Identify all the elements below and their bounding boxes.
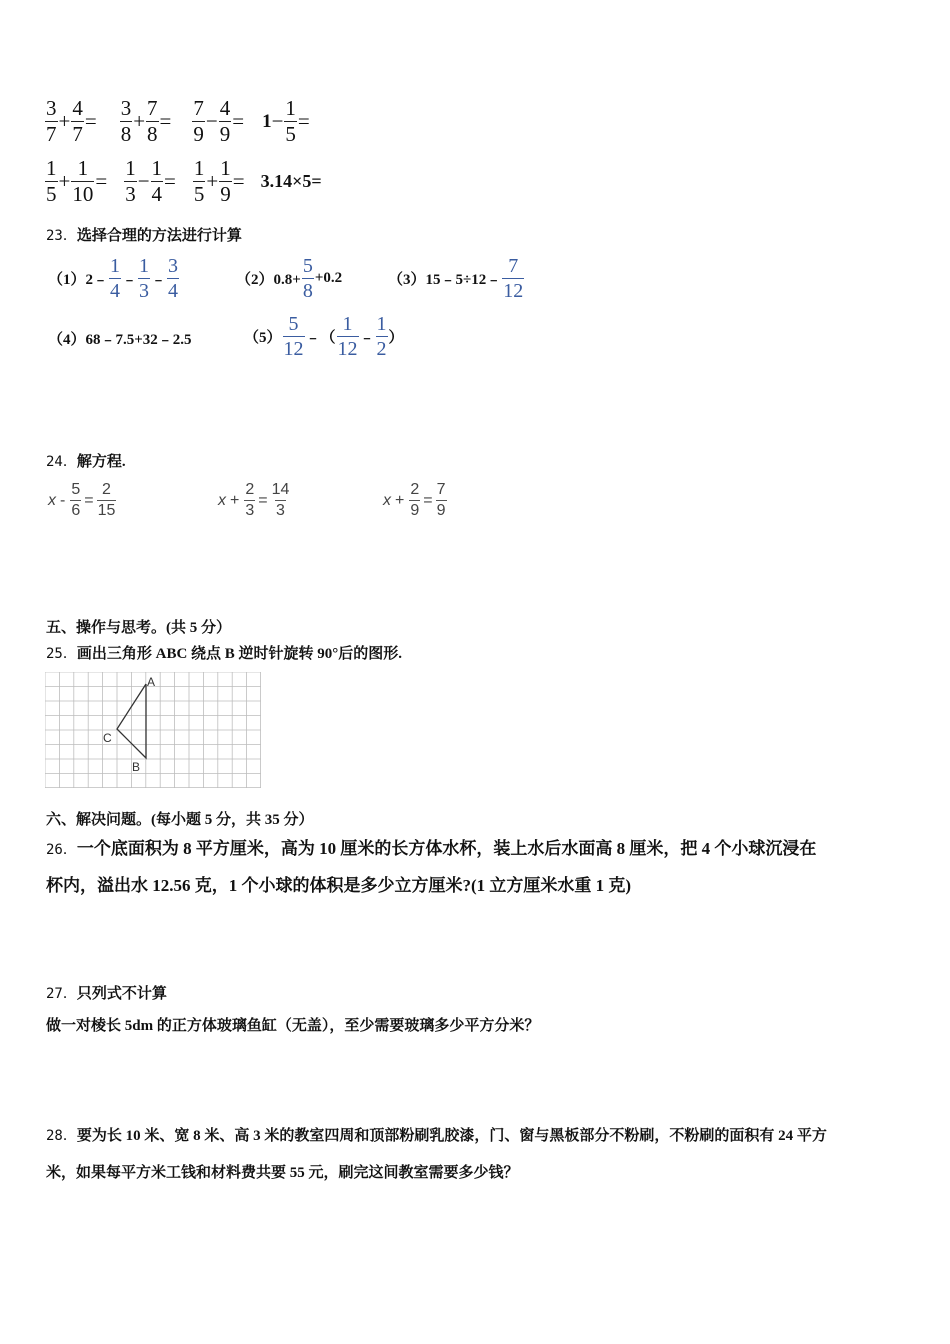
operator: ﹣	[151, 272, 167, 288]
operator: +	[230, 491, 240, 509]
question-text: 一个底面积为 8 平方厘米，高为 10 厘米的长方体水杯，装上水后水面高 8 厘米，把 4 个小球沉浸在	[76, 839, 817, 858]
denominator: 2	[376, 338, 387, 360]
numerator: 2	[245, 481, 255, 498]
q26-line-2: 杯内，溢出水 12.56 克，1 个小球的体积是多少立方厘米?(1 立方厘米水重 1 克)	[46, 876, 632, 895]
equals: =	[84, 491, 94, 509]
variable-x: x	[218, 491, 226, 509]
numerator: 1	[125, 156, 136, 180]
section-5-title: 五、操作与思考。(共 5 分）	[46, 620, 231, 636]
denominator: 6	[71, 502, 81, 519]
denominator: 7	[46, 122, 57, 146]
numerator: 1	[151, 156, 163, 180]
expr-7	[192, 158, 245, 205]
q27-body: 做一对棱长 5dm 的正方体玻璃鱼缸（无盖），至少需要玻璃多少平方分米？	[46, 1018, 540, 1034]
numerator: 2	[410, 481, 420, 498]
point-label-c: C	[103, 731, 112, 745]
numerator: 1	[110, 255, 121, 277]
numerator: 1	[193, 156, 205, 180]
expr-3	[191, 98, 244, 145]
equals: =	[95, 169, 108, 193]
question-number: 28．	[46, 1128, 77, 1144]
numerator: 5	[302, 255, 313, 277]
denominator: 9	[410, 502, 420, 519]
numerator: 4	[72, 96, 83, 120]
denominator: 8	[147, 122, 158, 146]
denominator: 3	[245, 502, 255, 519]
rotation-grid	[45, 672, 261, 788]
denominator: 7	[72, 122, 83, 146]
expr-5	[44, 158, 107, 205]
denominator: 4	[151, 182, 163, 206]
operator: +	[395, 491, 405, 509]
numerator: 5	[71, 481, 81, 498]
numerator: 3	[168, 255, 179, 277]
equals: =	[232, 169, 245, 193]
q24-equation-1	[48, 482, 117, 519]
problem-label: （5）	[244, 330, 282, 346]
operator: ﹣（	[305, 330, 336, 346]
numerator: 1	[139, 255, 150, 277]
equals: =	[232, 109, 245, 133]
question-number: 24．	[46, 454, 77, 470]
denominator: 4	[168, 280, 179, 302]
numerator: 14	[271, 481, 290, 498]
denominator: 9	[193, 122, 204, 146]
q26-line-1	[46, 834, 816, 859]
q23-problem-5	[244, 314, 404, 359]
equals: =	[159, 109, 172, 133]
q23-problem-2	[236, 256, 342, 301]
lead-number: 1	[262, 110, 272, 132]
q23-problem-4	[48, 328, 192, 349]
equals: =	[258, 491, 268, 509]
expr-8: 3.14×5=	[260, 171, 322, 191]
q27-heading	[46, 982, 167, 1003]
numerator: 1	[220, 156, 231, 180]
section-6-title: 六、解决问题。(每小题 5 分，共 35 分）	[46, 812, 314, 828]
equals: =	[423, 491, 433, 509]
denominator: 12	[337, 338, 358, 360]
denominator: 9	[220, 182, 231, 206]
numerator: 1	[77, 156, 89, 180]
expr-1	[44, 98, 97, 145]
denominator: 8	[302, 280, 313, 302]
q23-problem-1	[48, 256, 180, 301]
question-number: 23．	[46, 228, 77, 244]
denominator: 8	[120, 122, 132, 146]
q25-heading	[46, 642, 402, 663]
numerator: 7	[508, 255, 519, 277]
operator: −	[205, 109, 218, 133]
denominator: 9	[219, 122, 231, 146]
q24-equation-3	[383, 482, 448, 519]
q28-line-2: 米，如果每平方米工钱和材料费共要 55 元，刷完这间教室需要多少钱？	[46, 1165, 519, 1181]
denominator: 12	[283, 338, 304, 360]
denominator: 15	[97, 502, 116, 519]
numerator: 1	[342, 313, 353, 335]
denominator: 4	[110, 280, 121, 302]
denominator: 10	[72, 182, 94, 206]
problem-label: （1）2﹣	[48, 272, 109, 288]
problem-label: （2）0.8+	[236, 272, 301, 288]
denominator: 5	[193, 182, 205, 206]
expr-4	[262, 98, 310, 145]
question-title: 只列式不计算	[76, 986, 167, 1002]
question-title: 解方程.	[76, 454, 126, 470]
fraction-row-1	[44, 98, 310, 145]
problem-tail: +0.2	[314, 270, 343, 286]
question-number: 26．	[46, 842, 77, 858]
numerator: 1	[376, 313, 387, 335]
question-number: 27．	[46, 986, 77, 1002]
equals: =	[164, 169, 176, 193]
numerator: 1	[285, 96, 296, 120]
q24-equation-2	[218, 482, 291, 519]
numerator: 1	[46, 156, 57, 180]
numerator: 3	[46, 96, 57, 120]
q23-problem-3	[388, 256, 525, 301]
grid-lines	[45, 672, 261, 788]
operator: ﹣	[122, 272, 138, 288]
denominator: 3	[125, 182, 136, 206]
operator: −	[271, 109, 284, 133]
denominator: 5	[285, 122, 296, 146]
equals: =	[84, 109, 97, 133]
problem-label: （3）15﹣5÷12﹣	[388, 272, 502, 288]
variable-x: x	[383, 491, 391, 509]
variable-x: x	[48, 491, 56, 509]
denominator: 5	[46, 182, 57, 206]
numerator: 7	[193, 96, 204, 120]
operator: ﹣	[359, 330, 375, 346]
operator: −	[137, 169, 150, 193]
question-title: 选择合理的方法进行计算	[76, 228, 242, 244]
operator: +	[58, 169, 71, 193]
operator: +	[133, 109, 146, 133]
problem-label: （4）68﹣7.5+32﹣2.5	[48, 332, 192, 348]
expr-2	[119, 98, 172, 145]
numerator: 2	[102, 481, 111, 498]
numerator: 5	[288, 313, 299, 335]
expr-6	[123, 158, 176, 205]
point-label-b: B	[132, 760, 141, 774]
q24-heading	[46, 450, 126, 471]
equals: =	[297, 109, 310, 133]
operator: +	[206, 169, 219, 193]
question-text: 要为长 10 米、宽 8 米、高 3 米的教室四周和顶部粉刷乳胶漆，门、窗与黑板部分不粉刷，不粉刷的面积有 24 平方	[76, 1128, 827, 1144]
question-number: 25．	[46, 646, 77, 662]
fraction-row-2	[44, 158, 322, 205]
numerator: 7	[436, 481, 446, 498]
denominator: 12	[503, 280, 524, 302]
question-title: 画出三角形 ABC 绕点 B 逆时针旋转 90°后的图形.	[76, 646, 403, 662]
numerator: 7	[147, 96, 158, 120]
denominator: 9	[436, 502, 446, 519]
denominator: 3	[276, 502, 285, 519]
denominator: 3	[139, 280, 150, 302]
numerator: 4	[219, 96, 231, 120]
close-paren: ）	[388, 330, 404, 346]
numerator: 3	[120, 96, 132, 120]
operator: -	[60, 491, 66, 509]
q28-line-1	[46, 1124, 827, 1145]
q23-heading	[46, 224, 242, 245]
operator: +	[58, 109, 71, 133]
point-label-a: A	[147, 675, 156, 689]
